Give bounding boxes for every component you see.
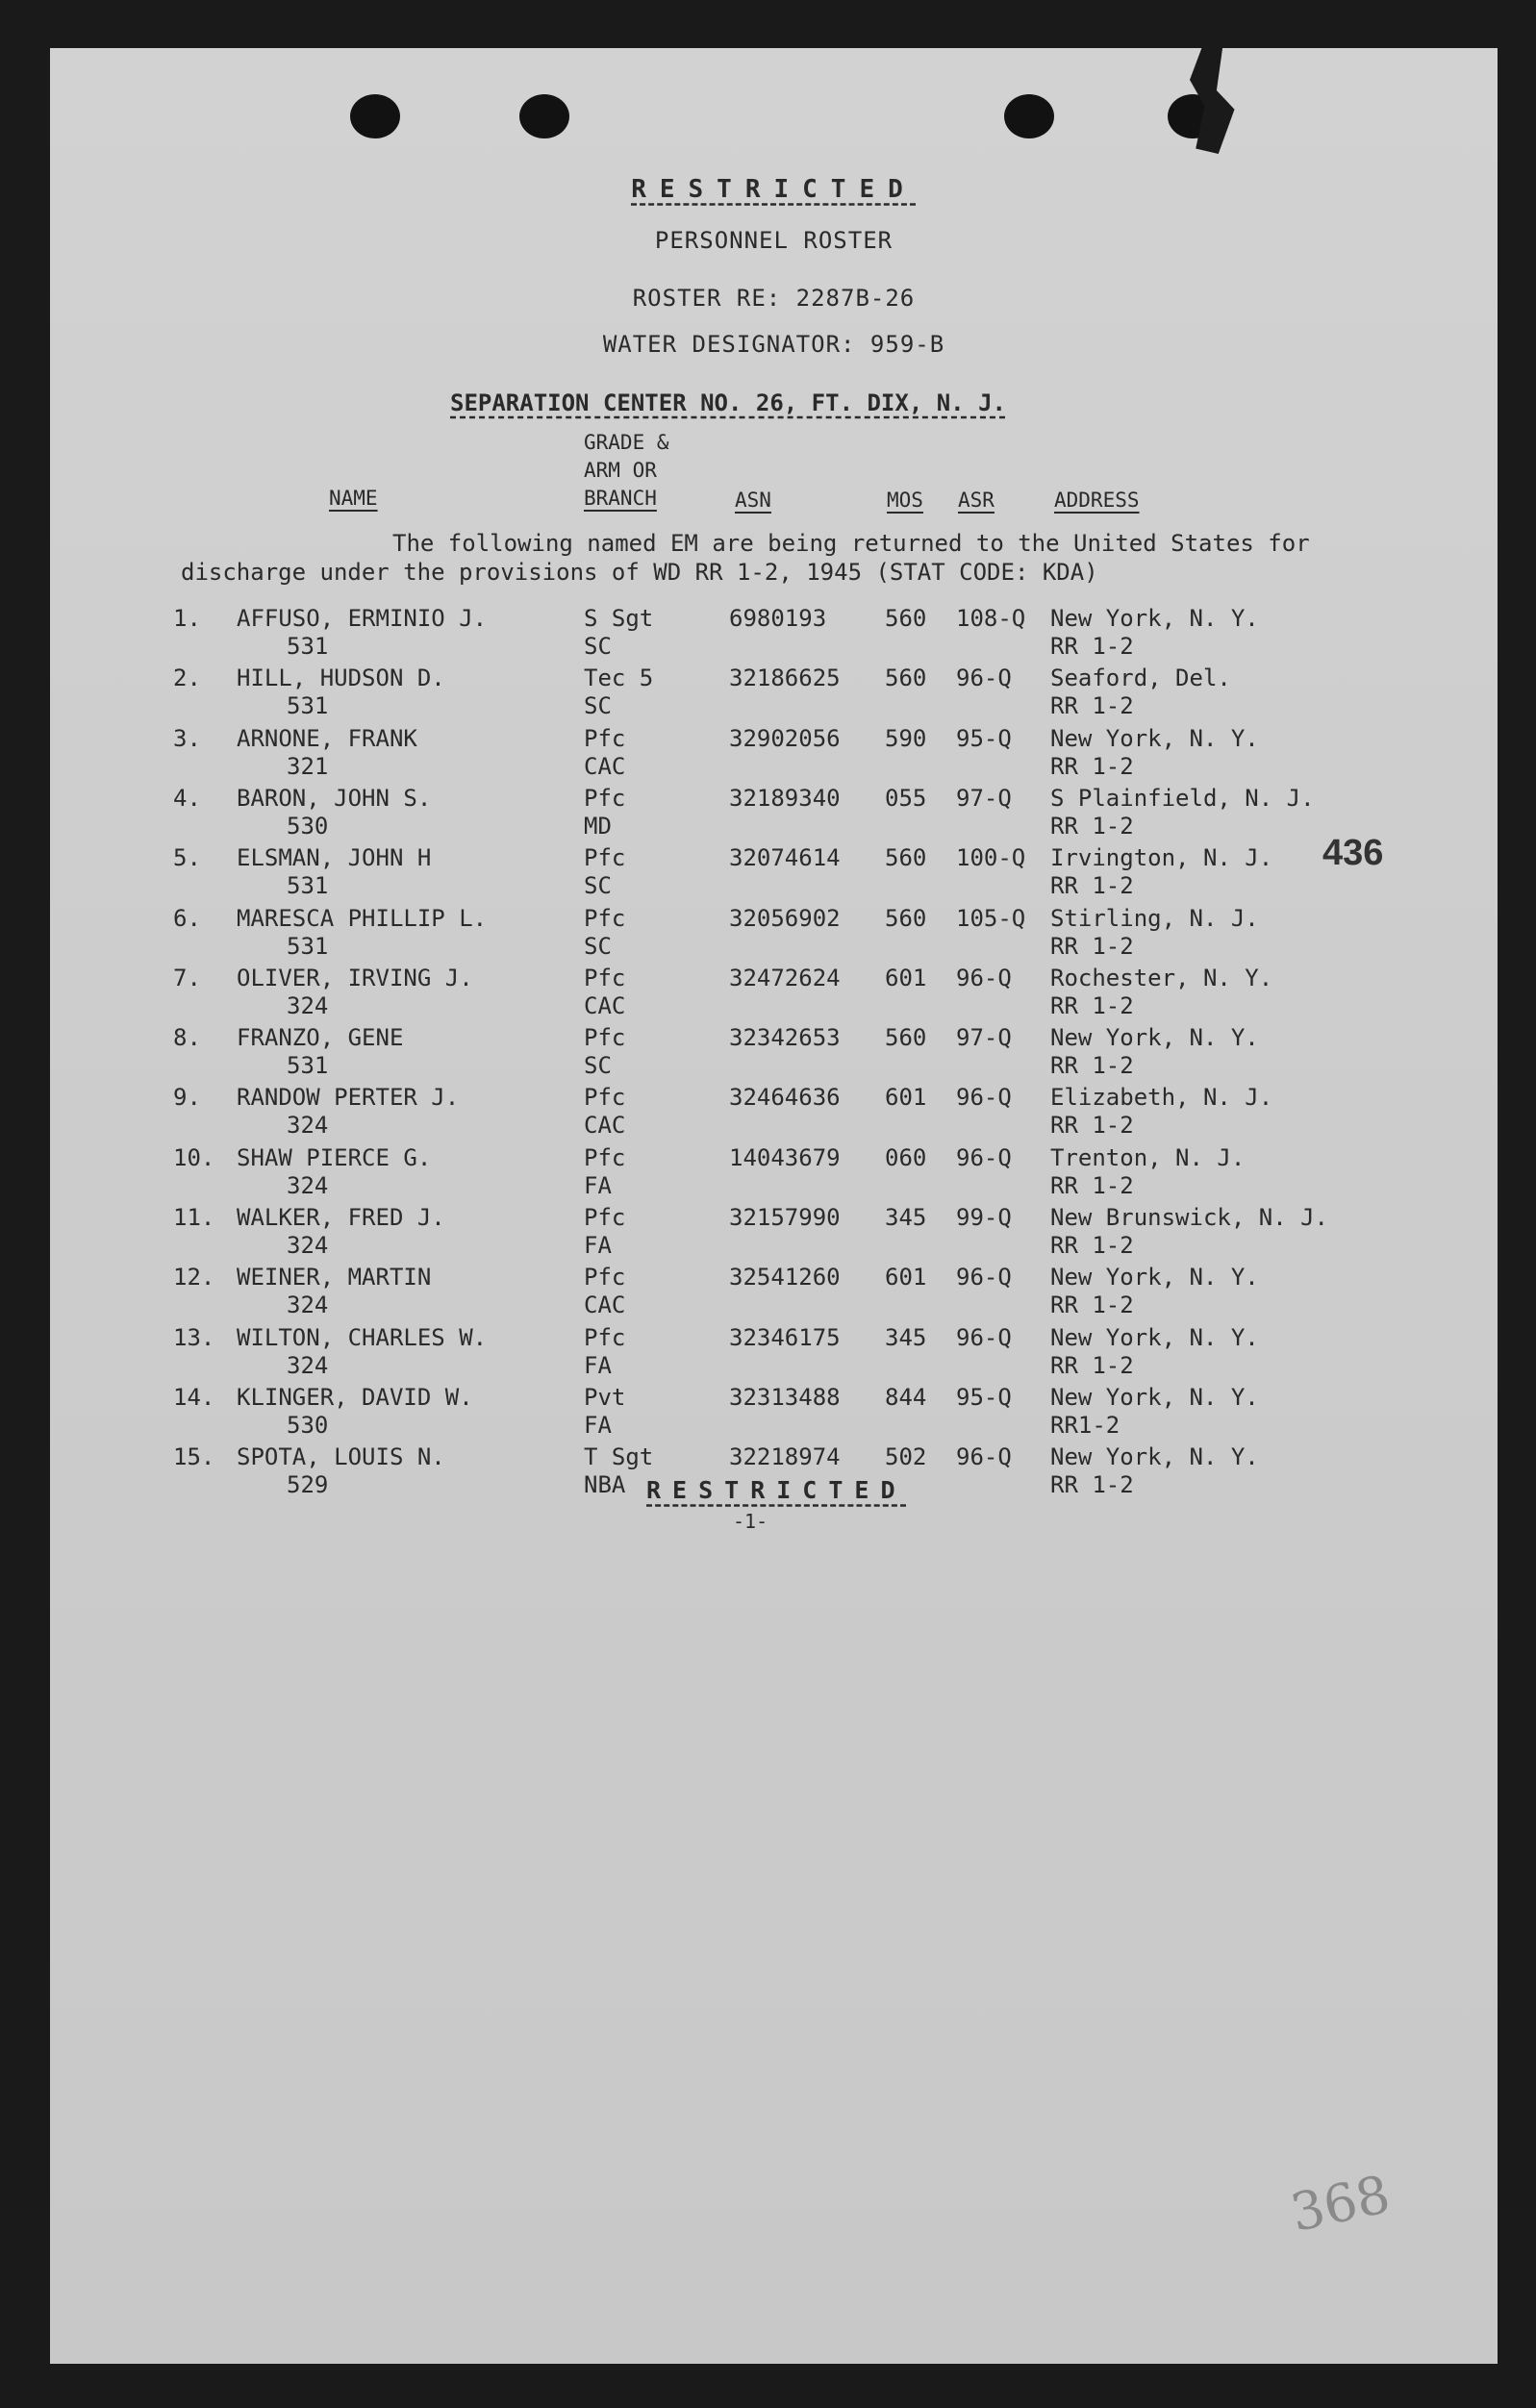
table-row — [50, 604, 1498, 664]
row-asn: 32157990 — [729, 1204, 841, 1231]
column-header-asn: ASN — [735, 489, 771, 512]
table-row — [50, 724, 1498, 784]
roster-title: PERSONNEL ROSTER — [654, 227, 894, 254]
row-asn: 32056902 — [729, 904, 841, 932]
row-name: AFFUSO, ERMINIO J. — [237, 605, 488, 632]
row-number: 14. — [173, 1383, 215, 1411]
row-mos: 345 — [885, 1204, 927, 1231]
row-grade: S Sgt — [584, 605, 654, 632]
row-asr: 95-Q — [956, 724, 1012, 752]
row-mos: 345 — [885, 1323, 927, 1351]
row-number: 15. — [173, 1443, 215, 1471]
row-grade: Pfc — [584, 724, 626, 752]
table-row — [50, 664, 1498, 723]
table-row — [50, 1203, 1498, 1263]
column-header-asr: ASR — [958, 489, 995, 512]
row-rr: RR 1-2 — [1050, 1171, 1134, 1199]
punch-hole — [519, 94, 569, 138]
row-address: New York, N. Y. — [1050, 1024, 1259, 1052]
row-name: ELSMAN, JOHN H — [237, 844, 432, 872]
pencil-annotation: 368 — [1285, 2163, 1396, 2245]
row-number: 4. — [173, 784, 201, 812]
row-mos: 601 — [885, 1264, 927, 1292]
row-mos: 560 — [885, 904, 927, 932]
row-name: BARON, JOHN S. — [237, 784, 432, 812]
row-mos: 055 — [885, 784, 927, 812]
row-asr: 96-Q — [956, 665, 1012, 692]
row-grade: Pfc — [584, 844, 626, 872]
row-mos: 560 — [885, 844, 927, 872]
row-grade: Pfc — [584, 1323, 626, 1351]
row-grade: Pfc — [584, 904, 626, 932]
row-branch: NBA — [584, 1471, 626, 1499]
row-number: 7. — [173, 964, 201, 991]
row-name: RANDOW PERTER J. — [237, 1084, 460, 1112]
row-grade: Pvt — [584, 1383, 626, 1411]
row-name: OLIVER, IRVING J. — [237, 964, 473, 991]
row-rr: RR 1-2 — [1050, 1112, 1134, 1140]
row-rr: RR 1-2 — [1050, 1471, 1134, 1499]
row-mos: 601 — [885, 964, 927, 991]
row-asn: 32346175 — [729, 1323, 841, 1351]
row-name: SPOTA, LOUIS N. — [237, 1443, 445, 1471]
row-address: Rochester, N. Y. — [1050, 964, 1273, 991]
row-code: 321 — [287, 752, 329, 780]
row-rr: RR 1-2 — [1050, 1351, 1134, 1379]
row-branch: SC — [584, 932, 612, 960]
row-mos: 844 — [885, 1383, 927, 1411]
row-grade: Pfc — [584, 964, 626, 991]
row-rr: RR 1-2 — [1050, 633, 1134, 660]
row-asn: 32902056 — [729, 724, 841, 752]
row-number: 2. — [173, 665, 201, 692]
row-asn: 32541260 — [729, 1264, 841, 1292]
document-page — [50, 48, 1498, 2364]
row-code: 324 — [287, 991, 329, 1019]
column-header-grade: GRADE & ARM OR BRANCH — [584, 431, 669, 510]
row-asr: 96-Q — [956, 1084, 1012, 1112]
table-row — [50, 904, 1498, 964]
row-number: 6. — [173, 904, 201, 932]
row-name: HILL, HUDSON D. — [237, 665, 445, 692]
row-branch: MD — [584, 812, 612, 840]
row-code: 531 — [287, 932, 329, 960]
row-asr: 108-Q — [956, 605, 1026, 632]
row-asn: 32189340 — [729, 784, 841, 812]
row-branch: SC — [584, 1052, 612, 1080]
row-mos: 560 — [885, 605, 927, 632]
row-name: MARESCA PHILLIP L. — [237, 904, 488, 932]
roster-reference: ROSTER RE: 2287B-26 — [632, 285, 916, 312]
row-asr: 99-Q — [956, 1204, 1012, 1231]
row-mos: 560 — [885, 665, 927, 692]
row-rr: RR 1-2 — [1050, 752, 1134, 780]
row-number: 12. — [173, 1264, 215, 1292]
row-address: New York, N. Y. — [1050, 1264, 1259, 1292]
row-name: ARNONE, FRANK — [237, 724, 417, 752]
intro-paragraph: The following named EM are being returned to the United States for discharge under the provisions of WD RR 1-2, 1945 (STAT CODE: KDA) — [181, 530, 1310, 586]
row-grade: Pfc — [584, 1264, 626, 1292]
row-rr: RR 1-2 — [1050, 812, 1134, 840]
row-grade: Tec 5 — [584, 665, 654, 692]
row-address: New York, N. Y. — [1050, 1383, 1259, 1411]
row-branch: CAC — [584, 1292, 626, 1319]
row-asn: 32472624 — [729, 964, 841, 991]
row-number: 8. — [173, 1024, 201, 1052]
row-code: 531 — [287, 872, 329, 900]
separation-center: SEPARATION CENTER NO. 26, FT. DIX, N. J. — [450, 389, 1006, 416]
row-address: New Brunswick, N. J. — [1050, 1204, 1328, 1231]
restricted-footer: RESTRICTED — [646, 1476, 907, 1504]
row-asn: 32313488 — [729, 1383, 841, 1411]
row-branch: CAC — [584, 752, 626, 780]
column-header-address: ADDRESS — [1054, 489, 1140, 512]
punch-hole — [350, 94, 400, 138]
row-mos: 590 — [885, 724, 927, 752]
row-asr: 97-Q — [956, 784, 1012, 812]
row-asn: 32464636 — [729, 1084, 841, 1112]
row-branch: FA — [584, 1411, 612, 1439]
row-asr: 96-Q — [956, 1443, 1012, 1471]
row-code: 324 — [287, 1112, 329, 1140]
table-row — [50, 1083, 1498, 1142]
row-rr: RR 1-2 — [1050, 1052, 1134, 1080]
row-number: 10. — [173, 1143, 215, 1171]
row-asr: 95-Q — [956, 1383, 1012, 1411]
row-address: New York, N. Y. — [1050, 605, 1259, 632]
table-row — [50, 1383, 1498, 1442]
row-grade: Pfc — [584, 1143, 626, 1171]
row-asn: 32218974 — [729, 1443, 841, 1471]
row-address: Trenton, N. J. — [1050, 1143, 1246, 1171]
row-mos: 601 — [885, 1084, 927, 1112]
table-row — [50, 1023, 1498, 1083]
row-name: WALKER, FRED J. — [237, 1204, 445, 1231]
row-name: WEINER, MARTIN — [237, 1264, 432, 1292]
row-name: FRANZO, GENE — [237, 1024, 404, 1052]
row-code: 530 — [287, 1411, 329, 1439]
table-row — [50, 964, 1498, 1023]
table-row — [50, 1263, 1498, 1322]
row-rr: RR 1-2 — [1050, 932, 1134, 960]
table-row — [50, 1323, 1498, 1383]
punch-hole — [1004, 94, 1054, 138]
row-branch: SC — [584, 872, 612, 900]
row-name: SHAW PIERCE G. — [237, 1143, 432, 1171]
row-asn: 32186625 — [729, 665, 841, 692]
row-asr: 96-Q — [956, 1264, 1012, 1292]
row-branch: FA — [584, 1232, 612, 1259]
row-asr: 97-Q — [956, 1024, 1012, 1052]
row-grade: Pfc — [584, 784, 626, 812]
row-branch: SC — [584, 692, 612, 720]
row-rr: RR 1-2 — [1050, 692, 1134, 720]
row-address: New York, N. Y. — [1050, 1443, 1259, 1471]
row-code: 324 — [287, 1351, 329, 1379]
row-asr: 96-Q — [956, 1143, 1012, 1171]
row-code: 530 — [287, 812, 329, 840]
row-branch: SC — [584, 633, 612, 660]
row-branch: FA — [584, 1351, 612, 1379]
row-number: 9. — [173, 1084, 201, 1112]
row-asr: 96-Q — [956, 964, 1012, 991]
water-designator: WATER DESIGNATOR: 959-B — [602, 331, 945, 358]
restricted-heading: RESTRICTED — [631, 175, 917, 204]
column-header-name: NAME — [329, 487, 378, 510]
row-mos: 560 — [885, 1024, 927, 1052]
row-asn: 14043679 — [729, 1143, 841, 1171]
row-number: 5. — [173, 844, 201, 872]
row-grade: T Sgt — [584, 1443, 654, 1471]
row-code: 324 — [287, 1292, 329, 1319]
row-address: Elizabeth, N. J. — [1050, 1084, 1273, 1112]
row-asn: 32342653 — [729, 1024, 841, 1052]
table-row — [50, 784, 1498, 843]
row-asr: 105-Q — [956, 904, 1026, 932]
row-grade: Pfc — [584, 1204, 626, 1231]
row-rr: RR 1-2 — [1050, 991, 1134, 1019]
row-name: WILTON, CHARLES W. — [237, 1323, 488, 1351]
row-code: 324 — [287, 1232, 329, 1259]
row-asr: 96-Q — [956, 1323, 1012, 1351]
row-asn: 32074614 — [729, 844, 841, 872]
row-grade: Pfc — [584, 1084, 626, 1112]
row-number: 11. — [173, 1204, 215, 1231]
row-rr: RR 1-2 — [1050, 872, 1134, 900]
table-row — [50, 843, 1498, 903]
row-mos: 060 — [885, 1143, 927, 1171]
row-mos: 502 — [885, 1443, 927, 1471]
row-rr: RR 1-2 — [1050, 1292, 1134, 1319]
row-branch: FA — [584, 1171, 612, 1199]
row-code: 531 — [287, 1052, 329, 1080]
row-branch: CAC — [584, 1112, 626, 1140]
row-grade: Pfc — [584, 1024, 626, 1052]
row-address: Seaford, Del. — [1050, 665, 1231, 692]
row-address: S Plainfield, N. J. — [1050, 784, 1315, 812]
row-number: 1. — [173, 605, 201, 632]
row-asn: 6980193 — [729, 605, 827, 632]
row-address: Irvington, N. J. — [1050, 844, 1273, 872]
row-address: Stirling, N. J. — [1050, 904, 1259, 932]
row-address: New York, N. Y. — [1050, 724, 1259, 752]
table-row — [50, 1143, 1498, 1203]
row-code: 529 — [287, 1471, 329, 1499]
row-code: 531 — [287, 692, 329, 720]
row-branch: CAC — [584, 991, 626, 1019]
row-rr: RR1-2 — [1050, 1411, 1121, 1439]
row-name: KLINGER, DAVID W. — [237, 1383, 473, 1411]
column-header-mos: MOS — [887, 489, 923, 512]
row-number: 13. — [173, 1323, 215, 1351]
row-asr: 100-Q — [956, 844, 1026, 872]
row-address: New York, N. Y. — [1050, 1323, 1259, 1351]
row-code: 324 — [287, 1171, 329, 1199]
page-number: -1- — [733, 1510, 768, 1533]
page-stamp-number: 436 — [1322, 833, 1384, 873]
row-number: 3. — [173, 724, 201, 752]
row-code: 531 — [287, 633, 329, 660]
row-rr: RR 1-2 — [1050, 1232, 1134, 1259]
